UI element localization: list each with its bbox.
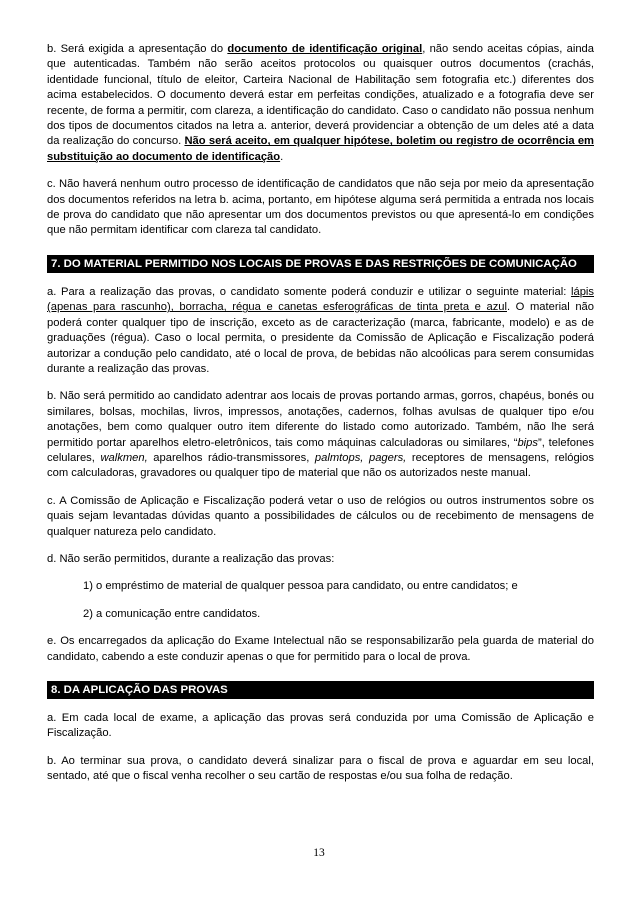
paragraph-7a xyxy=(47,285,594,377)
paragraph-7e: e. Os encarregados da aplicação do Exame Intelectual não se responsabilizarão pela guarda de material do candidato, cabendo a este conduzir apenas o que for permitido para o local de prova. xyxy=(47,635,594,663)
section-heading-7: 7. DO MATERIAL PERMITIDO NOS LOCAIS DE PROVAS E DAS RESTRIÇÕES DE COMUNICAÇÃO xyxy=(47,255,594,273)
emphasis-not-accepted: Não será aceito, em qualquer hipótese, boletim ou registro de ocorrência em substituição ao documento de identificação xyxy=(47,135,594,163)
paragraph-8a: a. Em cada local de exame, a aplicação das provas será conduzida por uma Comissão de Aplicação e Fiscalização. xyxy=(47,712,594,740)
emphasis-original-document: documento de identificação original xyxy=(227,43,423,55)
paragraph-8b: b. Ao terminar sua prova, o candidato deverá sinalizar para o fiscal de prova e aguardar em seu local, sentado, até que o fiscal venha recolher o seu cartão de respostas e/ou sua folha de redação. xyxy=(47,754,594,783)
text: , não sendo aceitas cópias, ainda que autenticadas. Também não serão aceitos protocolos ou quaisquer outros documentos (crachás, identidade funcional, título de eleitor, Carteira Nacional de Habilitação sem fotografia etc.) diferentes dos acima estabelecidos. O documento deverá estar em perfeitas condições, atualizado e a fotografia deve ser recente, de forma a permitir, com clareza, a identificação do candidato. Caso o candidato não possua nenhum dos tipos de documentos citados na letra a. anterior, deverá providenciar a obtenção de um deles até a data da realização do concurso. xyxy=(47,43,594,148)
text: a. Para a realização das provas, o candidato somente poderá conduzir e utilizar o seguinte material: xyxy=(47,285,571,298)
italic-term: palmtops, pagers, xyxy=(314,451,407,464)
paragraph-7d: d. Não serão permitidos, durante a realização das provas: xyxy=(47,552,335,565)
list-item-7d2: 2) a comunicação entre candidatos. xyxy=(83,607,261,620)
paragraph-b-identification xyxy=(47,42,594,165)
italic-term: walkmen, xyxy=(100,451,148,464)
text: receptores de mensagens, relógios com calculadoras, gravadores ou qualquer tipo de material que não os autorizados neste manual. xyxy=(47,451,594,480)
list-item-7d1: 1) o empréstimo de material de qualquer pessoa para candidato, ou entre candidatos; e xyxy=(83,580,518,593)
section-heading-8: 8. DA APLICAÇÃO DAS PROVAS xyxy=(47,681,594,699)
text: . xyxy=(280,150,284,163)
text: b. Não será permitido ao candidato adentrar aos locais de provas portando armas, gorros, chapéus, bonés ou similares, bolsas, mochilas, livros, impressos, anotações, cadernos, folhas avulsas de qualquer tipo e/ou anotações, bem como qualquer outro item diferente do listado como autorizado. Também, não lhe será permitido portar aparelhos eletro-eletrônicos, tais como máquinas calculadoras ou similares, “ xyxy=(47,390,594,449)
text: ”, telefones celulares, xyxy=(47,436,594,464)
paragraph-c-identification: c. Não haverá nenhum outro processo de identificação de candidatos que não seja por meio da apresentação dos documentos referidos na letra b. acima, portanto, em hipótese alguma será permitida a entrada nos locais de prova do candidato que não apresentar um dos documentos previstos ou que apresentá-lo em condições que não permitam identificar com clareza tal candidato. xyxy=(47,178,594,237)
document-page xyxy=(47,42,594,785)
paragraph-7b xyxy=(47,389,594,481)
page-number: 13 xyxy=(313,847,325,859)
paragraph-7c: c. A Comissão de Aplicação e Fiscalização poderá vetar o uso de relógios ou outros instrumentos sobre os quais sejam levantadas dúvidas quanto a possibilidades de cálculos ou de recebimento de mensagens de qualquer natureza pelo candidato. xyxy=(47,494,594,538)
text: b. Será exigida a apresentação do xyxy=(47,43,228,55)
text: . O material não poderá conter qualquer tipo de inscrição, exceto as de caracterização (marca, fabricante, modelo) e as de graduações (régua). Caso o local permita, o presidente da Comissão de Aplicação e Fiscalização poderá autorizar a condução pelo candidato, até o local de prova, de bebidas não alcoólicas para serem consumidas durante a realização das provas. xyxy=(47,301,595,375)
allowed-materials: lápis (apenas para rascunho), borracha, régua e canetas esferográficas de tinta preta e azul xyxy=(47,285,594,314)
italic-term: bips xyxy=(517,436,538,449)
text: aparelhos rádio-transmissores, xyxy=(147,451,315,464)
